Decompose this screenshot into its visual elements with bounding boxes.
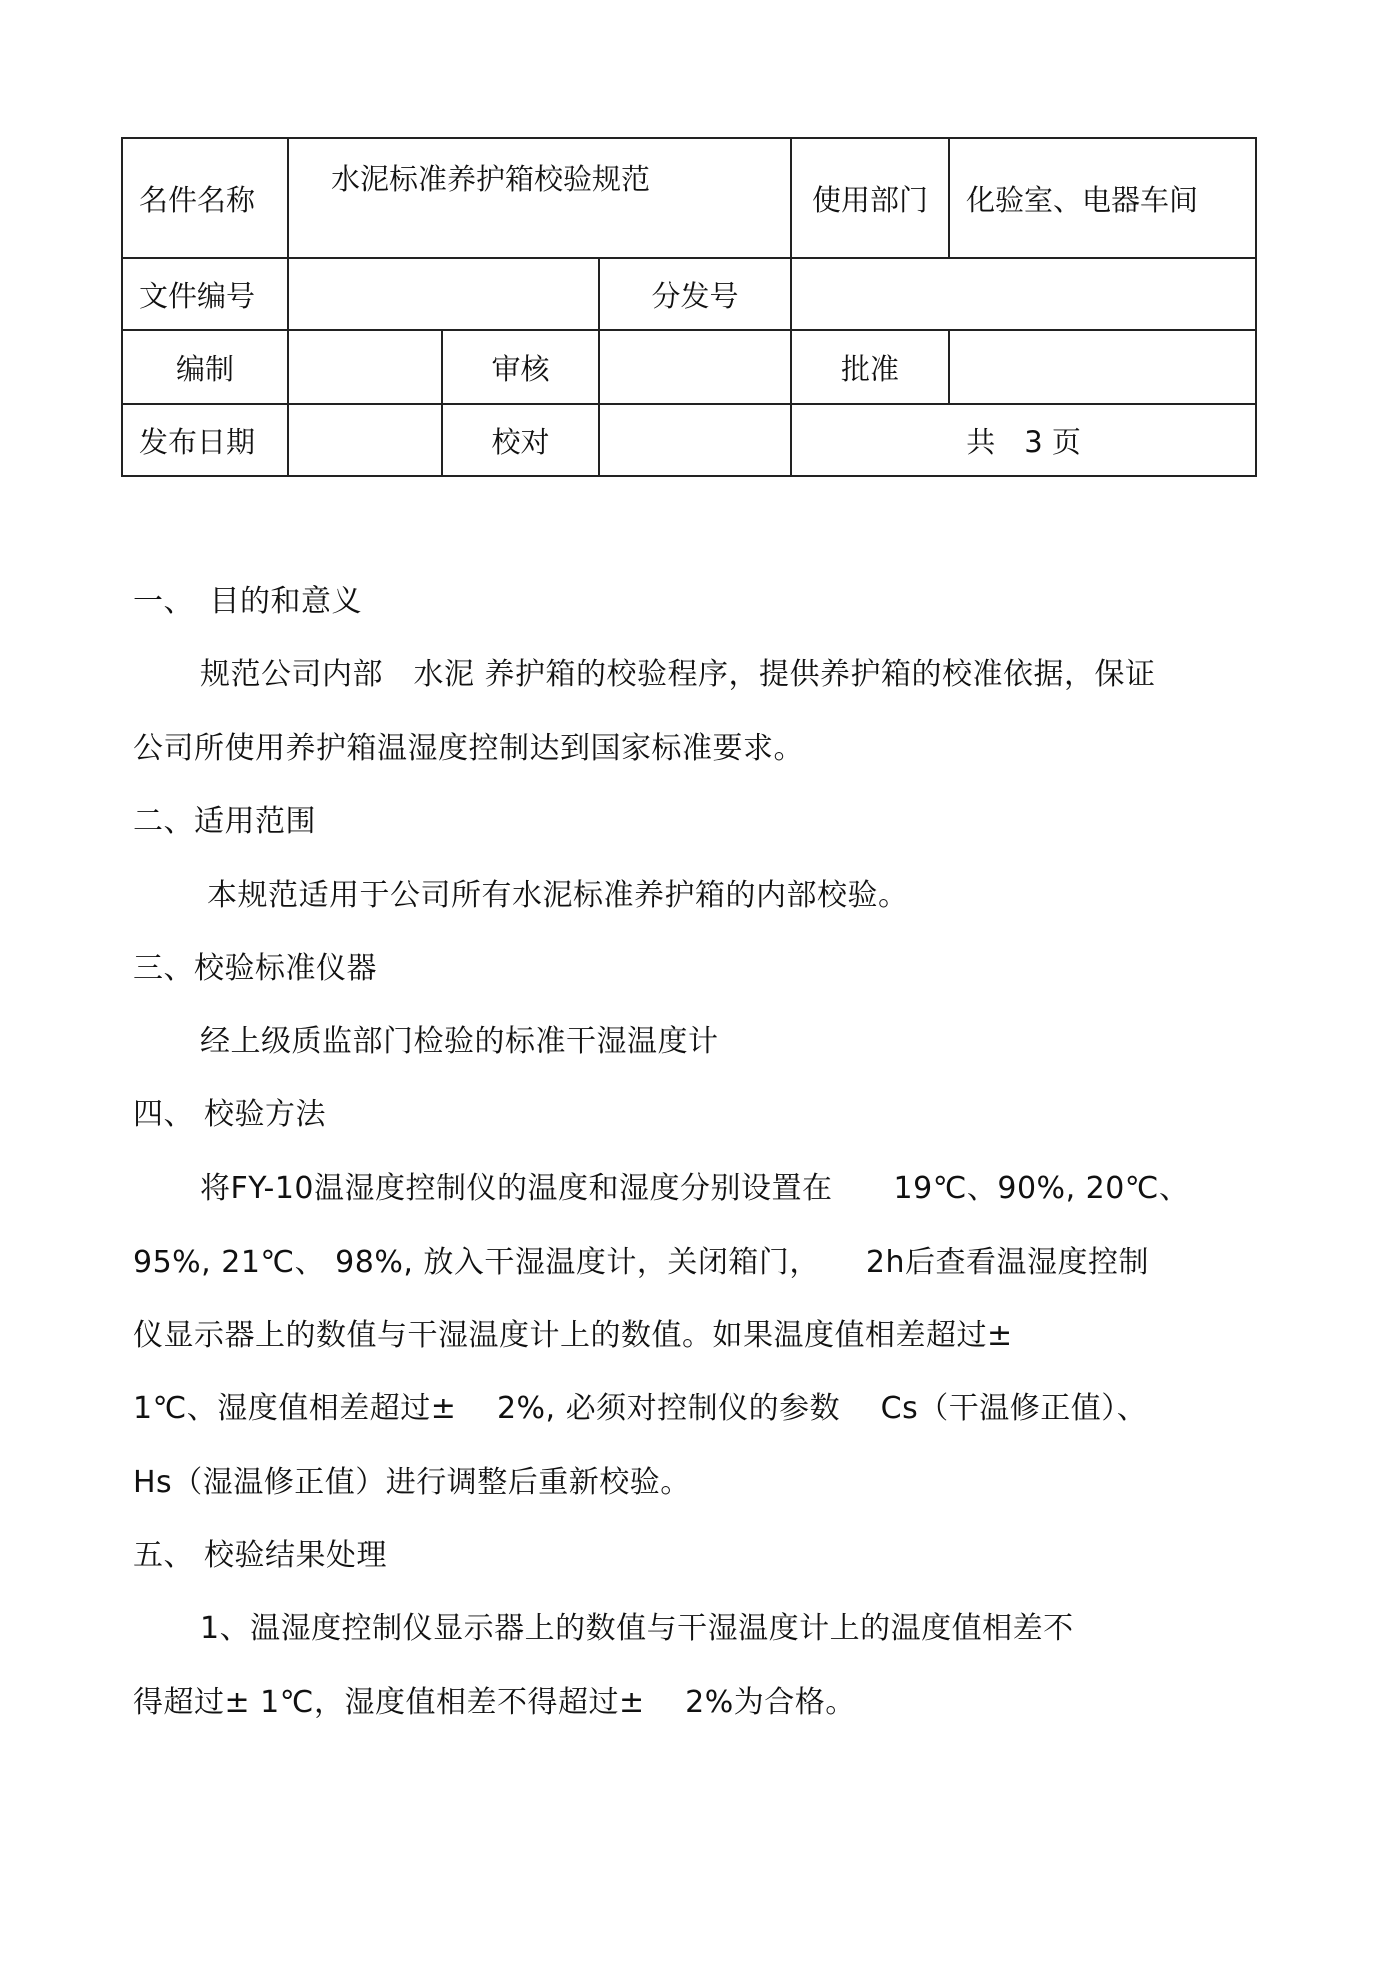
label-approved-by: 批准 [791, 330, 949, 404]
header-row-4 [122, 404, 1256, 476]
prepared-by-value [288, 330, 442, 404]
section-1-heading: 一、 目的和意义 [133, 584, 362, 619]
release-date-value [288, 404, 442, 476]
section-2-paragraph: 本规范适用于公司所有水泥标准养护箱的内部校验。 [207, 878, 909, 913]
section-4-paragraph-line-1: 将FY-10温湿度控制仪的温度和湿度分别设置在 19℃、90%, 20℃、 [200, 1171, 1190, 1206]
section-1-paragraph-line-2: 公司所使用养护箱温湿度控制达到国家标准要求。 [133, 731, 804, 766]
section-4-heading: 四、 校验方法 [133, 1097, 327, 1132]
section-4-paragraph-line-5: Hs（湿温修正值）进行调整后重新校验。 [133, 1465, 691, 1500]
section-5-paragraph-line-1: 1、温湿度控制仪显示器上的数值与干湿温度计上的温度值相差不 [200, 1611, 1074, 1646]
section-4-paragraph-line-4: 1℃、湿度值相差超过± 2%, 必须对控制仪的参数 Cs（干温修正值）、 [133, 1391, 1148, 1426]
approved-by-value [949, 330, 1256, 404]
reviewed-by-value [599, 330, 791, 404]
file-number-value [288, 258, 599, 330]
department-value: 化验室、电器车间 [949, 138, 1256, 258]
section-4-paragraph-line-2: 95%, 21℃、 98%, 放入干湿温度计，关闭箱门， 2h后查看温湿度控制 [133, 1245, 1150, 1280]
label-proofread-by: 校对 [442, 404, 599, 476]
label-prepared-by: 编制 [122, 330, 288, 404]
header-row-2 [122, 258, 1256, 330]
proofread-by-value [599, 404, 791, 476]
label-department: 使用部门 [791, 138, 949, 258]
label-release-date: 发布日期 [122, 404, 288, 476]
label-distribution-number: 分发号 [599, 258, 791, 330]
section-5-paragraph-line-2: 得超过± 1℃，湿度值相差不得超过± 2%为合格。 [133, 1685, 856, 1720]
section-3-paragraph: 经上级质监部门检验的标准干湿温度计 [200, 1024, 719, 1059]
section-1-paragraph-line-1: 规范公司内部 水泥 养护箱的校验程序，提供养护箱的校准依据，保证 [200, 657, 1156, 692]
section-4-paragraph-line-3: 仪显示器上的数值与干湿温度计上的数值。如果温度值相差超过± [133, 1318, 1013, 1353]
document-title: 水泥标准养护箱校验规范 [288, 138, 791, 258]
section-2-heading: 二、适用范围 [133, 804, 316, 839]
page-total: 共 3 页 [791, 404, 1256, 476]
document-header-table [121, 137, 1257, 477]
header-row-3 [122, 330, 1256, 404]
header-row-1 [122, 138, 1256, 258]
distribution-number-value [791, 258, 1256, 330]
label-file-number: 文件编号 [122, 258, 288, 330]
section-3-heading: 三、校验标准仪器 [133, 951, 377, 986]
section-5-heading: 五、 校验结果处理 [133, 1538, 388, 1573]
label-name: 名件名称 [122, 138, 288, 258]
label-reviewed-by: 审核 [442, 330, 599, 404]
